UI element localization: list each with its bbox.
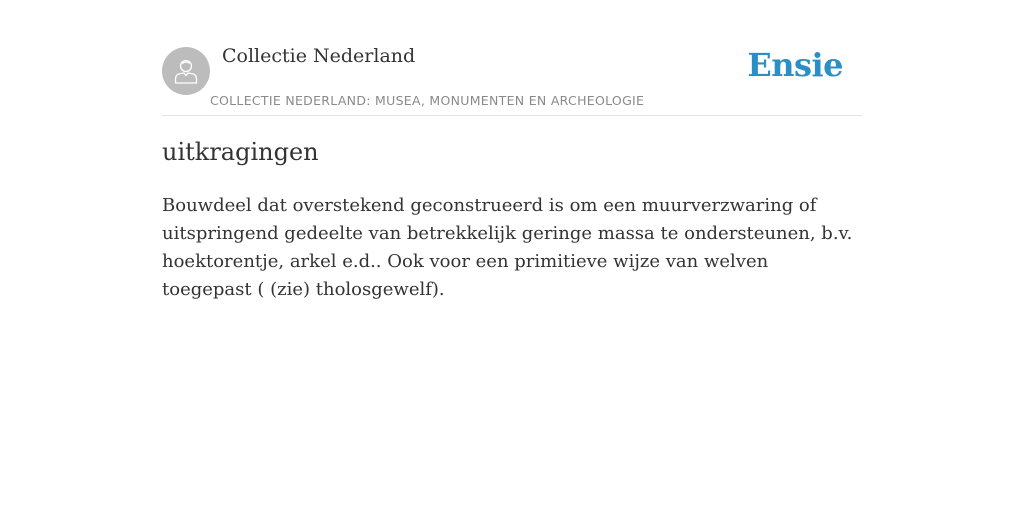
- article-title: uitkragingen: [162, 138, 319, 166]
- author-name-link[interactable]: Collectie Nederland: [222, 45, 416, 67]
- author-avatar[interactable]: [162, 47, 210, 95]
- collection-link[interactable]: COLLECTIE NEDERLAND: MUSEA, MONUMENTEN EN ARCHEOLOGIE: [210, 93, 645, 108]
- article-header: [162, 0, 862, 116]
- ensie-logo[interactable]: Ensie: [747, 46, 843, 84]
- article-body: Bouwdeel dat overstekend geconstrueerd is om een muurverzwaring of uitspringend gedeelte van betrekkelijk geringe massa te ondersteunen, b.v. hoektorentje, arkel e.d.. Ook voor een primitieve wijze van welven toegepast ( (zie) tholosgewelf).: [162, 195, 853, 300]
- page-container: [162, 0, 862, 300]
- user-silhouette-icon: [171, 56, 201, 86]
